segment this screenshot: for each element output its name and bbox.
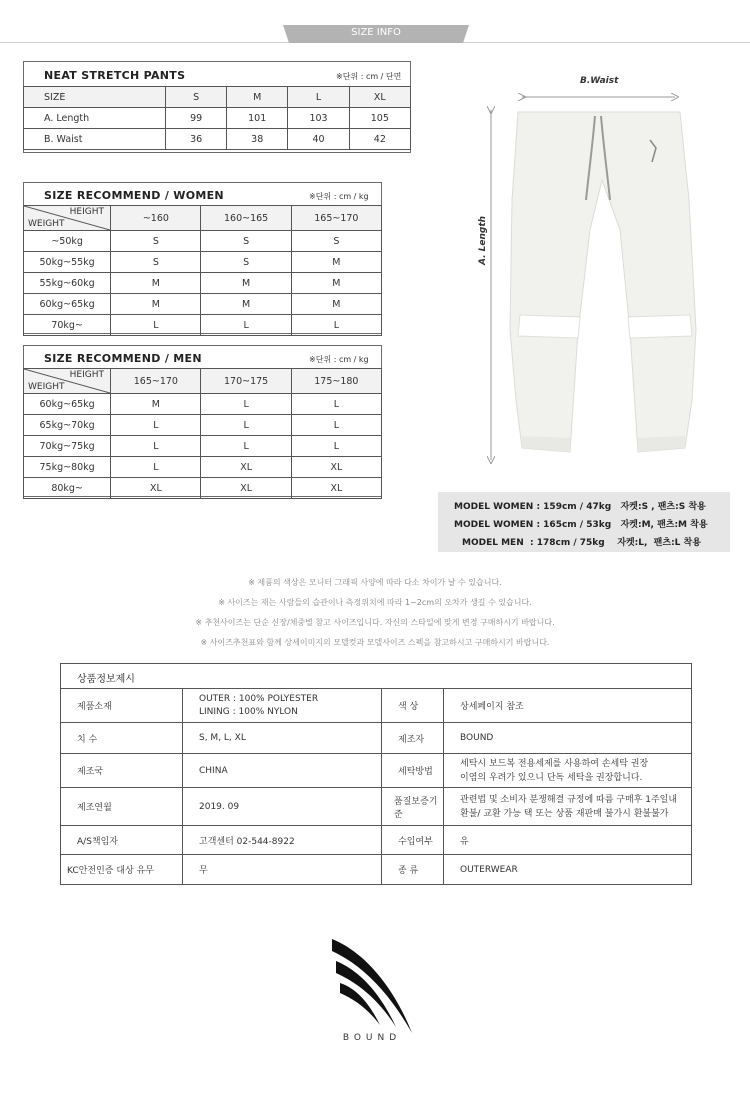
product-info-title: 상품정보제시 <box>77 674 135 685</box>
men-col-header: 165~170 <box>111 369 201 394</box>
waist-label: B.Waist <box>580 76 619 86</box>
weight-cell: 50kg~55kg <box>24 252 111 273</box>
size-header-cell: M <box>227 87 288 108</box>
size-cell: XL <box>201 478 291 499</box>
size-table-unit: ※단위 : cm / 단면 <box>336 72 402 81</box>
size-cell: M <box>201 294 291 315</box>
info-value-line: 이염의 우려가 있으니 단독 세탁을 권장합니다. <box>460 772 643 783</box>
tab-label: SIZE INFO <box>351 27 401 38</box>
notice-text: ※ 사이즈추천표와 함께 상세이미지의 모델컷과 모델사이즈 스펙을 참고하시고 구매하시기 바랍니다. <box>200 638 550 647</box>
info-row <box>61 723 692 754</box>
info-value: 고객센터 02-544-8922 <box>183 826 382 855</box>
bound-logo <box>330 935 430 1045</box>
info-value-line: 환불/ 교환 가능 택 또는 상품 재판매 불가시 환불불가 <box>460 808 669 819</box>
women-title: SIZE RECOMMEND / WOMEN <box>44 189 224 202</box>
size-row-label: B. Waist <box>24 129 166 150</box>
info-key: 제조연월 <box>61 788 183 826</box>
women-row <box>24 231 382 252</box>
size-cell: 103 <box>288 108 349 129</box>
size-cell: 40 <box>288 129 349 150</box>
bound-logo-mark <box>330 935 414 1035</box>
men-recommend-table <box>23 345 382 497</box>
logo-wordmark: BOUND <box>342 1033 402 1043</box>
info-value-line: 관련법 및 소비자 분쟁해결 규정에 따름 구매후 1주일내 <box>460 794 678 805</box>
notice-text: ※ 추천사이즈는 단순 신장/체중별 참고 사이즈입니다. 자신의 스타일에 맞게 변경 구매하시기 바랍니다. <box>195 618 555 627</box>
length-label: A. Length <box>478 215 488 265</box>
men-row <box>24 478 382 499</box>
men-grid <box>23 368 382 499</box>
size-cell: S <box>111 231 201 252</box>
info-key: 제조자 <box>382 723 444 754</box>
size-cell: 105 <box>349 108 410 129</box>
info-key: 색 상 <box>382 689 444 723</box>
size-cell: L <box>111 415 201 436</box>
pants-illustration <box>470 70 710 470</box>
men-row <box>24 415 382 436</box>
notice-text: ※ 제품의 색상은 모니터 그래픽 사양에 따라 다소 차이가 날 수 있습니다. <box>248 578 502 587</box>
size-header-cell: SIZE <box>24 87 166 108</box>
women-header-row <box>24 206 382 231</box>
info-value: 무 <box>183 855 382 885</box>
height-label: HEIGHT <box>69 370 104 380</box>
weight-cell: 60kg~65kg <box>24 294 111 315</box>
size-cell: M <box>291 273 381 294</box>
size-cell: M <box>111 294 201 315</box>
info-row <box>61 826 692 855</box>
info-value <box>183 689 382 723</box>
men-row <box>24 394 382 415</box>
women-col-header: 160~165 <box>201 206 291 231</box>
info-key: 수입여부 <box>382 826 444 855</box>
info-row <box>61 689 692 723</box>
size-cell: L <box>111 436 201 457</box>
size-table <box>23 61 411 153</box>
info-value <box>444 754 692 788</box>
weight-cell: 70kg~75kg <box>24 436 111 457</box>
weight-cell: 80kg~ <box>24 478 111 499</box>
men-row <box>24 436 382 457</box>
size-table-title: NEAT STRETCH PANTS <box>44 69 186 82</box>
info-key: 품질보증기준 <box>382 788 444 826</box>
info-value: S, M, L, XL <box>183 723 382 754</box>
info-key: 제조국 <box>61 754 183 788</box>
size-cell: L <box>291 315 381 336</box>
size-cell: L <box>201 394 291 415</box>
size-cell: S <box>201 252 291 273</box>
size-grid <box>23 86 411 150</box>
info-key: 세탁방법 <box>382 754 444 788</box>
size-cell: L <box>201 415 291 436</box>
info-value: CHINA <box>183 754 382 788</box>
men-row <box>24 457 382 478</box>
women-col-header: ~160 <box>111 206 201 231</box>
men-header-row <box>24 369 382 394</box>
info-key: 제품소재 <box>61 689 183 723</box>
info-value: 2019. 09 <box>183 788 382 826</box>
size-cell: M <box>111 394 201 415</box>
size-cell: M <box>111 273 201 294</box>
size-cell: L <box>291 436 381 457</box>
weight-cell: 70kg~ <box>24 315 111 336</box>
height-weight-cell <box>24 206 111 231</box>
size-cell: S <box>201 231 291 252</box>
size-cell: M <box>291 252 381 273</box>
weight-label: WEIGHT <box>28 382 65 392</box>
size-cell: L <box>201 436 291 457</box>
info-value <box>444 788 692 826</box>
weight-cell: 75kg~80kg <box>24 457 111 478</box>
info-value-line: LINING : 100% NYLON <box>199 706 298 717</box>
info-value: OUTERWEAR <box>444 855 692 885</box>
info-key: 치 수 <box>61 723 183 754</box>
product-info-header <box>60 663 692 689</box>
pants-diagram <box>470 70 710 470</box>
height-weight-cell <box>24 369 111 394</box>
size-cell: XL <box>111 478 201 499</box>
women-row <box>24 273 382 294</box>
size-cell: L <box>201 315 291 336</box>
size-cell: XL <box>291 478 381 499</box>
size-cell: XL <box>291 457 381 478</box>
weight-cell: 60kg~65kg <box>24 394 111 415</box>
notice-text: ※ 사이즈는 재는 사람들의 습관이나 측정위치에 따라 1~2cm의 오차가 생길 수 있습니다. <box>218 598 532 607</box>
size-cell: 42 <box>349 129 410 150</box>
size-cell: 38 <box>227 129 288 150</box>
model-info-line: MODEL WOMEN : 159cm / 47kg 자켓:S , 팬츠:S 착용 <box>454 502 706 512</box>
women-row <box>24 252 382 273</box>
model-info-line: MODEL WOMEN : 165cm / 53kg 자켓:M, 팬츠:M 착용 <box>454 520 708 530</box>
size-cell: XL <box>201 457 291 478</box>
info-key: KC안전인증 대상 유무 <box>61 855 183 885</box>
size-cell: L <box>291 394 381 415</box>
model-info-line: MODEL MEN : 178cm / 75kg 자켓:L, 팬츠:L 착용 <box>462 538 701 548</box>
info-value: BOUND <box>444 723 692 754</box>
men-unit: ※단위 : cm / kg <box>309 355 369 364</box>
size-cell: 36 <box>166 129 227 150</box>
size-header-cell: S <box>166 87 227 108</box>
product-info-table <box>60 688 692 885</box>
info-row <box>61 855 692 885</box>
men-col-header: 175~180 <box>291 369 381 394</box>
size-cell: M <box>201 273 291 294</box>
weight-cell: ~50kg <box>24 231 111 252</box>
men-col-header: 170~175 <box>201 369 291 394</box>
size-cell: L <box>111 457 201 478</box>
info-value-line: 세탁시 보드복 전용세제를 사용하여 손세탁 권장 <box>460 758 649 769</box>
men-title: SIZE RECOMMEND / MEN <box>44 352 202 365</box>
size-cell: 101 <box>227 108 288 129</box>
size-cell: M <box>291 294 381 315</box>
size-row <box>24 108 411 129</box>
info-value: 상세페이지 참조 <box>444 689 692 723</box>
info-row <box>61 754 692 788</box>
size-cell: L <box>111 315 201 336</box>
info-key: A/S책임자 <box>61 826 183 855</box>
size-header-cell: L <box>288 87 349 108</box>
women-recommend-table <box>23 182 382 334</box>
info-value-line: OUTER : 100% POLYESTER <box>199 693 319 704</box>
women-grid <box>23 205 382 336</box>
size-row-label: A. Length <box>24 108 166 129</box>
weight-cell: 55kg~60kg <box>24 273 111 294</box>
height-label: HEIGHT <box>69 207 104 217</box>
size-cell: S <box>111 252 201 273</box>
info-value: 유 <box>444 826 692 855</box>
model-info-box <box>438 492 730 552</box>
size-header-row <box>24 87 411 108</box>
size-row <box>24 129 411 150</box>
women-col-header: 165~170 <box>291 206 381 231</box>
women-unit: ※단위 : cm / kg <box>309 192 369 201</box>
weight-cell: 65kg~70kg <box>24 415 111 436</box>
info-row <box>61 788 692 826</box>
info-key: 종 류 <box>382 855 444 885</box>
size-info-tab <box>283 25 469 43</box>
size-cell: L <box>291 415 381 436</box>
weight-label: WEIGHT <box>28 219 65 229</box>
size-cell: 99 <box>166 108 227 129</box>
size-cell: S <box>291 231 381 252</box>
women-row <box>24 294 382 315</box>
size-header-cell: XL <box>349 87 410 108</box>
women-row <box>24 315 382 336</box>
